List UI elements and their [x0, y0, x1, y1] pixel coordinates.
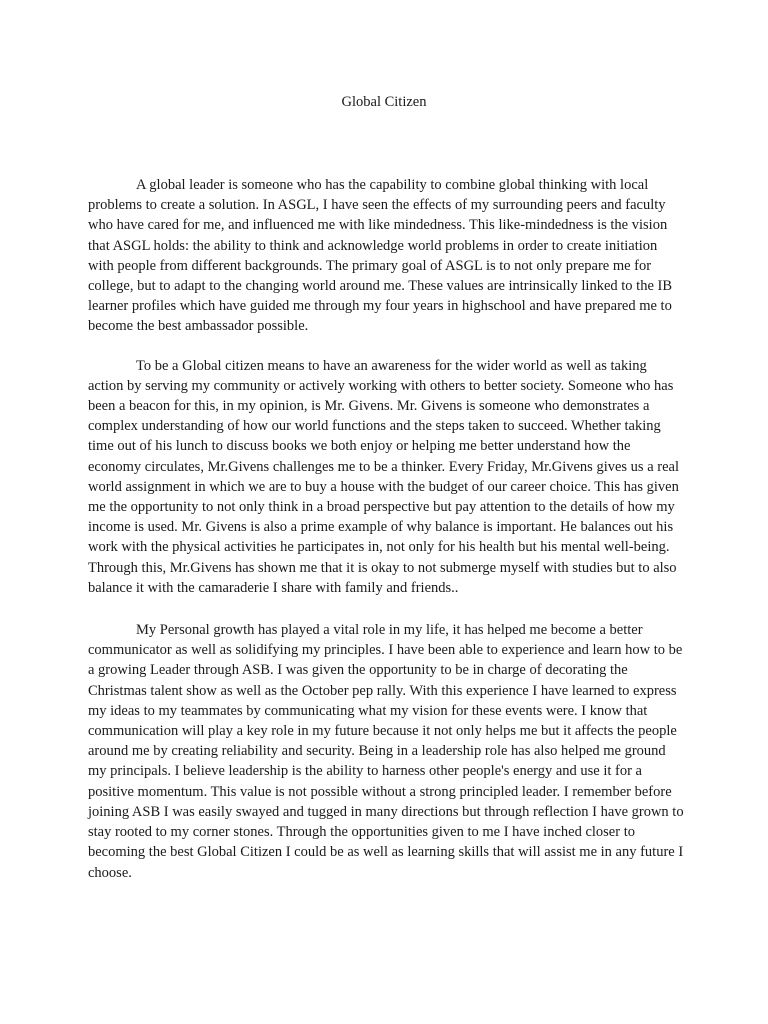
page-title: Global Citizen: [341, 94, 427, 110]
paragraph-3: My Personal growth has played a vital role in my life, it has helped me become a better communicator as well as solidifying my principles. I have been able to experience and learn how to be a growing Leader through ASB. I was given the opportunity to be in charge of decorating the Christmas talent show as well as the October pep rally. With this experience I have learned to express my ideas to my teammates by communicating what my vision for these events were. I know that communication will play a key role in my future because it not only helps me but it affects the people around me by creating reliability and security. Being in a leadership role has also helped me ground my principals. I believe leadership is the ability to harness other people's energy and use it for a positive momentum. This value is not possible without a strong principled leader. I remember before joining ASB I was easily swayed and tugged in many directions but through reflection I have grown to stay rooted to my corner stones. Through the opportunities given to me I have inched closer to becoming the best Global Citizen I could be as well as learning skills that will assist me in any future I choose.: [88, 622, 684, 881]
paragraph-1: A global leader is someone who has the capability to combine global thinking with local problems to create a solution. In ASGL, I have seen the effects of my surrounding peers and faculty who have cared for me, and influenced me with like mindedness. This like-mindedness is the vision that ASGL holds: the ability to think and acknowledge world problems in order to create initiation with people from different backgrounds. The primary goal of ASGL is to not only prepare me for college, but to adapt to the changing world around me. These values are intrinsically linked to the IB learner profiles which have guided me through my four years in highschool and have prepared me to become the best ambassador possible.: [88, 177, 673, 335]
paragraph-2: To be a Global citizen means to have an awareness for the wider world as well as taking action by serving my community or actively working with others to better society. Someone who has been a beacon for this, in my opinion, is Mr. Givens. Mr. Givens is someone who demonstrates a complex understanding of how our world functions and the steps taken to succeed. Whether taking time out of his lunch to discuss books we both enjoy or helping me better understand how the economy circulates, Mr.Givens challenges me to be a thinker. Every Friday, Mr.Givens gives us a real world assignment in which we are to buy a house with the budget of our career choice. This has given me the opportunity to not only think in a broad perspective but pay attention to the details of how my income is used. Mr. Givens is also a prime example of why balance is important. He balances out his work with the physical activities he participates in, not only for his health but his mental well-being. Through this, Mr.Givens has shown me that it is okay to not submerge myself with studies but to also balance it with the camaraderie I share with family and friends..: [88, 357, 679, 596]
document-body: [88, 175, 685, 904]
